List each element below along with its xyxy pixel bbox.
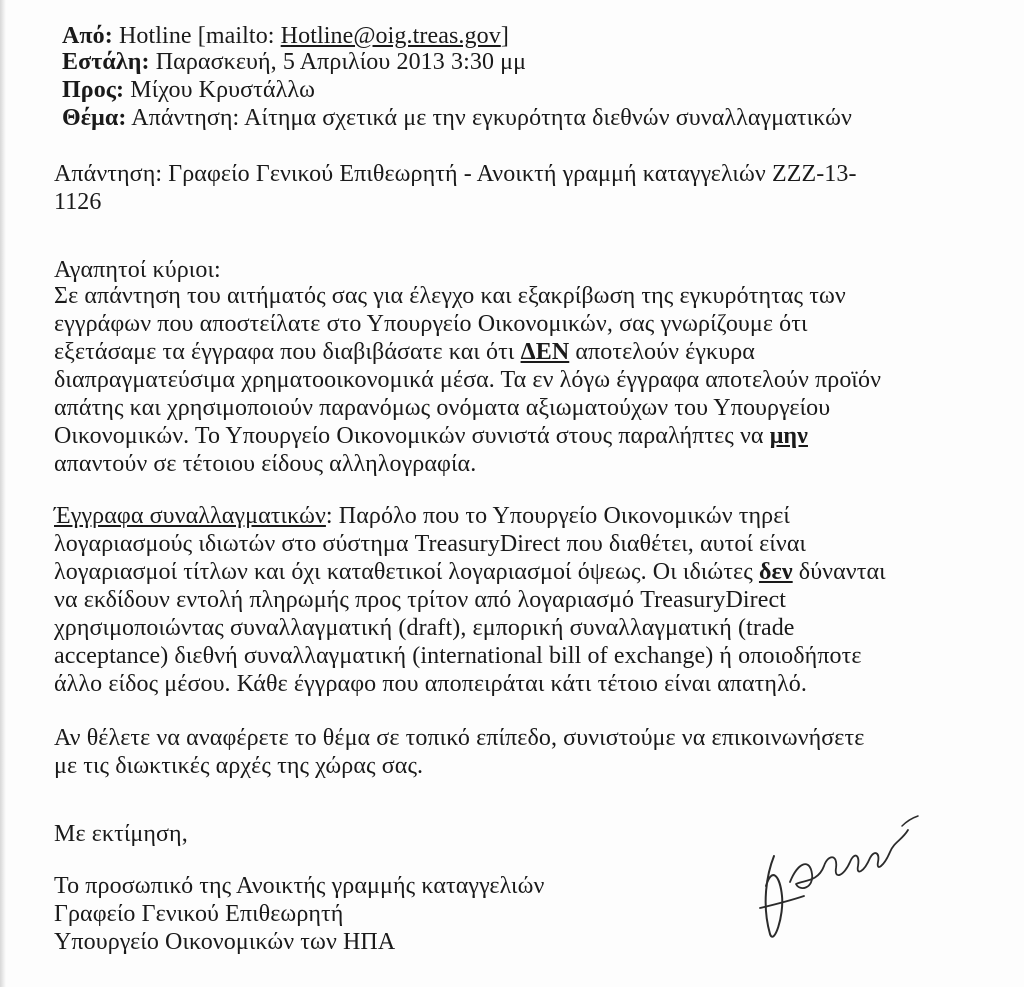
para1-line-3-end: αποτελούν έγκυρα <box>569 339 755 365</box>
para2-line-6: acceptance) διεθνή συναλλαγματική (international bill of exchange) ή οποιοδήποτε <box>54 643 862 669</box>
to-label: Προς: <box>62 77 125 103</box>
scan-shadow-edge <box>0 0 6 987</box>
from-close: ] <box>500 23 509 49</box>
emphasis-min: μην <box>769 423 808 449</box>
para1-line-4: διαπραγματεύσιμα χρηματοοικονομικά μέσα. Τα εν λόγω έγγραφα αποτελούν προϊόν <box>54 367 882 393</box>
sent-label: Εστάλη: <box>62 49 150 75</box>
closing: Με εκτίμηση, <box>54 821 188 847</box>
header-to <box>62 76 315 104</box>
para1-line-2: εγγράφων που αποστείλατε στο Υπουργείο Οικονομικών, σας γνωρίζουμε ότι <box>54 311 808 337</box>
signature-line-3: Υπουργείο Οικονομικών των ΗΠΑ <box>54 929 396 955</box>
para2-line-3 <box>54 558 886 586</box>
from-label: Από: <box>62 23 113 49</box>
para2-heading: Έγγραφα συναλλαγματικών <box>54 503 326 529</box>
from-email-link[interactable]: Hotline@oig.treas.gov <box>280 23 501 49</box>
para1-line-3 <box>54 338 755 366</box>
header-sent <box>62 48 526 76</box>
from-name: Hotline [mailto: <box>118 23 281 49</box>
para3-line-2: με τις διωκτικές αρχές της χώρας σας. <box>54 753 424 779</box>
signature-line-2: Γραφείο Γενικού Επιθεωρητή <box>54 901 344 927</box>
header-from <box>62 22 509 50</box>
greeting: Αγαπητοί κύριοι: <box>54 257 221 283</box>
para1-line-3-start: εξετάσαμε τα έγγραφα που διαβιβάσατε και ότι <box>54 339 521 365</box>
para2-line-4: να εκδίδουν εντολή πληρωμής προς τρίτον από λογαριασμό TreasuryDirect <box>54 587 787 613</box>
signature-line-1: Το προσωπικό της Ανοικτής γραμμής καταγγελιών <box>54 873 545 899</box>
para2-line-2: λογαριασμούς ιδιωτών στο σύστημα TreasuryDirect που διαθέτει, αυτοί είναι <box>54 531 807 557</box>
para1-line-6 <box>54 422 808 450</box>
para2-line-3-start: λογαριασμοί τίτλων και όχι καταθετικοί λογαριασμοί όψεως. Οι ιδιώτες <box>54 559 759 585</box>
para1-line-1: Σε απάντηση του αιτήματός σας για έλεγχο και εξακρίβωση της εγκυρότητας των <box>54 283 846 309</box>
header-subject <box>62 104 852 132</box>
reply-line-1: Απάντηση: Γραφείο Γενικού Επιθεωρητή - Ανοικτή γραμμή καταγγελιών ZZZ-13- <box>54 161 857 187</box>
handwritten-signature <box>752 796 922 946</box>
reply-line-2: 1126 <box>54 189 102 215</box>
para2-line-1 <box>54 502 790 530</box>
para3-line-1: Αν θέλετε να αναφέρετε το θέμα σε τοπικό επίπεδο, συνιστούμε να επικοινωνήσετε <box>54 725 865 751</box>
para2-line-5: χρησιμοποιώντας συναλλαγματική (draft), εμπορική συναλλαγματική (trade <box>54 615 795 641</box>
para2-line-1-rest: : Παρόλο που το Υπουργείο Οικονομικών τηρεί <box>325 503 790 529</box>
para1-line-5: απάτης και χρησιμοποιούν παρανόμως ονόματα αξιωματούχων του Υπουργείου <box>54 395 831 421</box>
to-value: Μίχου Κρυστάλλω <box>130 77 315 103</box>
emphasis-den: ΔΕΝ <box>520 339 570 365</box>
para2-line-7: άλλο είδος μέσου. Κάθε έγγραφο που αποπειράται κάτι τέτοιο είναι απατηλό. <box>54 671 808 697</box>
subject-value: Απάντηση: Αίτημα σχετικά με την εγκυρότητα διεθνών συναλλαγματικών <box>131 105 853 131</box>
emphasis-den-lower: δεν <box>758 559 793 585</box>
sent-value: Παρασκευή, 5 Απριλίου 2013 3:30 μμ <box>155 49 527 75</box>
subject-label: Θέμα: <box>62 105 127 131</box>
para1-line-6-start: Οικονομικών. Το Υπουργείο Οικονομικών συνιστά στους παραλήπτες να <box>54 423 770 449</box>
para2-line-3-end: δύνανται <box>792 559 886 585</box>
para1-line-7: απαντούν σε τέτοιου είδους αλληλογραφία. <box>54 451 477 477</box>
